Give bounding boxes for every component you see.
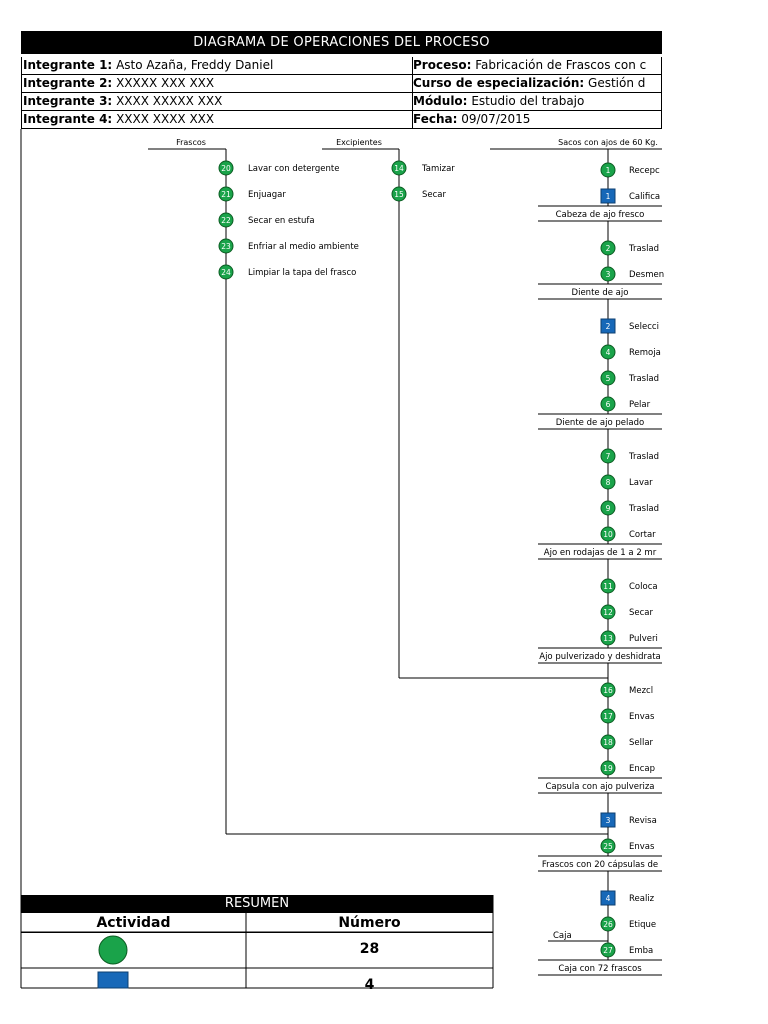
step-label-operation-8: Lavar xyxy=(629,478,653,488)
step-label-operation-23: Enfriar al medio ambiente xyxy=(248,242,359,252)
operation-16-number: 16 xyxy=(603,686,613,695)
inspection-4-number: 4 xyxy=(605,894,611,903)
module-label: Módulo: xyxy=(413,94,468,108)
sheet-title: DIAGRAMA DE OPERACIONES DEL PROCESO xyxy=(21,31,662,54)
operation-3-number: 3 xyxy=(605,270,611,279)
member-2-label: Integrante 2: xyxy=(23,76,113,90)
summary-col-activity: Actividad xyxy=(21,913,246,933)
step-label-operation-4: Remoja xyxy=(629,348,661,358)
operation-21-number: 21 xyxy=(221,190,231,199)
inspection-3-number: 3 xyxy=(605,816,611,825)
operation-23-number: 23 xyxy=(221,242,231,251)
output-label: Capsula con ajo pulveriza xyxy=(545,782,655,792)
course-label: Curso de especialización: xyxy=(413,76,585,90)
step-label-inspection-2: Selecci xyxy=(629,322,659,332)
operation-9-number: 9 xyxy=(605,504,611,513)
operation-26-number: 26 xyxy=(603,920,613,929)
step-label-operation-3: Desmen xyxy=(629,270,665,280)
date-label: Fecha: xyxy=(413,112,458,126)
step-label-operation-1: Recepc xyxy=(629,166,660,176)
member-3-label: Integrante 3: xyxy=(23,94,113,108)
course-value: Gestión d xyxy=(588,76,646,90)
member-1-value: Asto Azaña, Freddy Daniel xyxy=(116,58,274,72)
summary-operations-count: 28 xyxy=(359,941,380,957)
operation-20-number: 20 xyxy=(221,164,231,173)
member-1-label: Integrante 1: xyxy=(23,58,113,72)
step-label-operation-2: Traslad xyxy=(629,244,660,254)
operation-15-number: 15 xyxy=(394,190,404,199)
step-label-operation-21: Enjuagar xyxy=(248,190,286,200)
operation-5-number: 5 xyxy=(605,374,611,383)
step-label-operation-26: Etique xyxy=(629,920,657,930)
module-value: Estudio del trabajo xyxy=(471,94,585,108)
step-label-operation-19: Encap xyxy=(629,764,656,774)
operation-8-number: 8 xyxy=(605,478,611,487)
step-label-operation-16: Mezcl xyxy=(629,686,654,696)
operation-11-number: 11 xyxy=(603,582,613,591)
step-label-inspection-4: Realiz xyxy=(629,894,655,904)
step-label-inspection-3: Revisa xyxy=(629,816,657,826)
output-label: Frascos con 20 cápsulas de xyxy=(541,860,659,870)
output-label: Ajo pulverizado y deshidrata xyxy=(539,652,661,662)
process-label: Proceso: xyxy=(413,58,472,72)
operation-14-number: 14 xyxy=(394,164,404,173)
date-value: 09/07/2015 xyxy=(461,112,531,126)
member-4-label: Integrante 4: xyxy=(23,112,113,126)
summary-title: RESUMEN xyxy=(21,895,493,913)
inspection-1-number: 1 xyxy=(605,192,611,201)
operation-24-number: 24 xyxy=(221,268,231,277)
input-label-sacos: Sacos con ajos de 60 Kg. xyxy=(558,138,658,147)
operation-19-number: 19 xyxy=(603,764,613,773)
step-label-operation-20: Lavar con detergente xyxy=(248,164,340,174)
operation-10-number: 10 xyxy=(603,530,613,539)
member-2-value: XXXXX XXX XXX xyxy=(116,76,215,90)
operation-17-number: 17 xyxy=(603,712,613,721)
operation-1-number: 1 xyxy=(605,166,611,175)
step-label-operation-10: Cortar xyxy=(629,530,656,540)
output-label: Caja con 72 frascos xyxy=(558,964,642,974)
step-label-operation-14: Tamizar xyxy=(422,164,455,174)
inspection-2-number: 2 xyxy=(605,322,611,331)
input-label-frascos: Frascos xyxy=(176,138,206,147)
member-4-value: XXXX XXXX XXX xyxy=(116,112,215,126)
operation-12-number: 12 xyxy=(603,608,613,617)
step-label-operation-18: Sellar xyxy=(629,738,654,748)
input-label-excipientes: Excipientes xyxy=(336,138,382,147)
summary-operation-symbol xyxy=(99,936,127,964)
process-value: Fabricación de Frascos con c xyxy=(475,58,647,72)
output-label: Cabeza de ajo fresco xyxy=(555,210,645,220)
operation-25-number: 25 xyxy=(603,842,613,851)
step-label-operation-25: Envas xyxy=(629,842,655,852)
step-label-operation-9: Traslad xyxy=(629,504,660,514)
operation-7-number: 7 xyxy=(605,452,611,461)
input-label-caja: Caja xyxy=(553,931,572,941)
step-label-operation-6: Pelar xyxy=(629,400,651,410)
summary-inspections-count: 4 xyxy=(364,977,375,993)
step-label-operation-5: Traslad xyxy=(629,374,660,384)
output-label: Diente de ajo pelado xyxy=(555,418,645,428)
operation-22-number: 22 xyxy=(221,216,231,225)
output-label: Ajo en rodajas de 1 a 2 mr xyxy=(543,548,657,558)
step-label-operation-15: Secar xyxy=(422,190,447,200)
output-label: Diente de ajo xyxy=(571,288,629,298)
summary-inspection-symbol xyxy=(98,972,128,988)
step-label-operation-17: Envas xyxy=(629,712,655,722)
operation-4-number: 4 xyxy=(605,348,611,357)
step-label-operation-24: Limpiar la tapa del frasco xyxy=(248,268,357,278)
step-label-inspection-1: Califica xyxy=(629,192,661,202)
summary-col-number: Número xyxy=(246,913,493,933)
step-label-operation-12: Secar xyxy=(629,608,654,618)
operation-27-number: 27 xyxy=(603,946,613,955)
operation-18-number: 18 xyxy=(603,738,613,747)
step-label-operation-27: Emba xyxy=(629,946,654,956)
operation-13-number: 13 xyxy=(603,634,613,643)
step-label-operation-13: Pulveri xyxy=(629,634,658,644)
step-label-operation-22: Secar en estufa xyxy=(248,216,315,226)
step-label-operation-11: Coloca xyxy=(629,582,658,592)
operation-2-number: 2 xyxy=(605,244,611,253)
operation-6-number: 6 xyxy=(605,400,611,409)
member-3-value: XXXX XXXXX XXX xyxy=(116,94,223,108)
step-label-operation-7: Traslad xyxy=(629,452,660,462)
